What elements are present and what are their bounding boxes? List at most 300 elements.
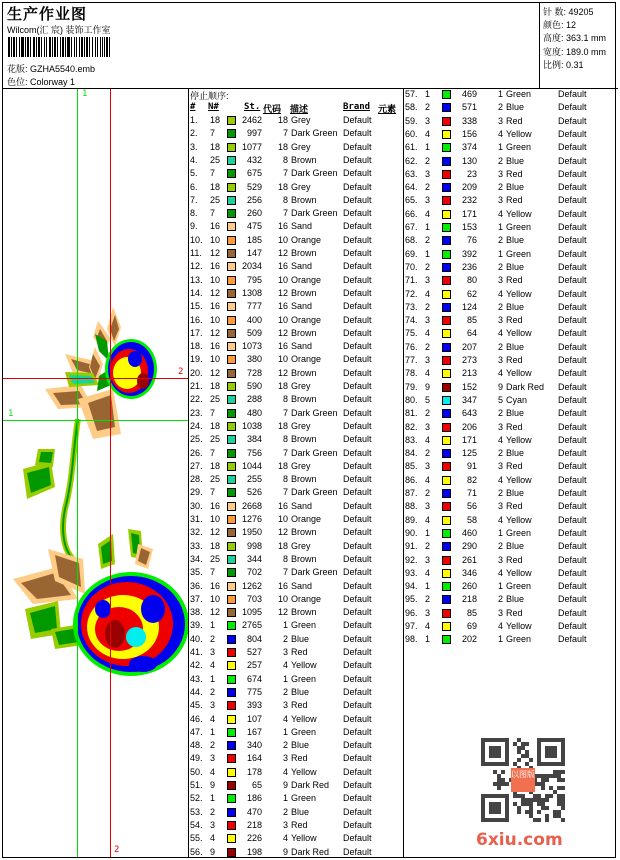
- row-needle: 10: [210, 354, 221, 365]
- row-number: 40.: [190, 633, 203, 644]
- row-stitches: 756: [246, 447, 262, 458]
- row-number: 58.: [405, 102, 418, 113]
- row-number: 86.: [405, 474, 418, 485]
- row-description: Blue: [506, 102, 525, 113]
- row-code: 4: [497, 567, 503, 578]
- row-stitches: 1038: [241, 420, 262, 431]
- row-needle: 4: [425, 621, 431, 631]
- table-row: [190, 433, 400, 446]
- row-brand: Default: [343, 540, 372, 551]
- qr-module: [529, 798, 533, 802]
- qr-module: [545, 806, 549, 810]
- col-header-code: 代码: [263, 105, 282, 115]
- row-number: 16.: [190, 314, 203, 325]
- row-brand: Default: [343, 221, 372, 232]
- row-description: Brown: [291, 194, 317, 205]
- color-swatch: [227, 621, 236, 630]
- row-description: Blue: [506, 182, 525, 193]
- embroidery-design-image: [3, 89, 188, 857]
- row-description: Red: [291, 753, 308, 764]
- colorway-label: 色位:: [7, 77, 28, 87]
- qr-module: [517, 794, 521, 798]
- color-swatch: [442, 383, 451, 392]
- row-code: 4: [497, 328, 503, 339]
- color-swatch: [227, 382, 236, 391]
- row-number: 22.: [190, 394, 203, 405]
- row-description: Blue: [506, 301, 525, 312]
- row-brand: Default: [343, 234, 372, 245]
- color-swatch: [227, 675, 236, 684]
- table-row: [190, 353, 400, 366]
- qr-module: [525, 754, 529, 758]
- table-row: [190, 846, 400, 859]
- row-brand: Default: [558, 514, 587, 525]
- qr-module: [521, 754, 525, 758]
- row-needle: 12: [210, 287, 221, 298]
- row-needle: 1: [425, 248, 431, 259]
- row-stitches: 1308: [241, 287, 262, 298]
- row-brand: Default: [558, 634, 587, 645]
- row-stitches: 1276: [241, 514, 262, 524]
- row-number: 44.: [190, 686, 203, 697]
- row-stitches: 703: [246, 593, 262, 604]
- color-swatch: [227, 568, 236, 577]
- row-number: 30.: [190, 500, 203, 511]
- row-stitches: 1077: [241, 141, 262, 152]
- row-description: Brown: [291, 154, 317, 165]
- row-description: Red: [506, 461, 523, 472]
- row-brand: Default: [343, 514, 372, 524]
- row-description: Grey: [291, 115, 311, 125]
- row-code: 3: [497, 461, 503, 472]
- row-brand: Default: [558, 421, 587, 432]
- row-code: 8: [282, 154, 288, 165]
- row-number: 26.: [190, 447, 203, 458]
- col-header-needle: N#: [208, 102, 219, 112]
- qr-module: [537, 782, 541, 786]
- row-code: 8: [282, 394, 288, 405]
- row-number: 63.: [405, 168, 418, 179]
- row-number: 81.: [405, 408, 418, 419]
- info-width-label: 宽度:: [543, 47, 564, 57]
- row-brand: Default: [343, 740, 372, 751]
- row-brand: Default: [558, 527, 587, 538]
- info-scale: [543, 58, 584, 71]
- row-needle: 1: [425, 222, 431, 232]
- color-swatch: [442, 476, 451, 485]
- table-row: [190, 407, 400, 420]
- color-swatch: [442, 290, 451, 299]
- qr-module: [521, 798, 525, 802]
- row-stitches: 1262: [241, 580, 262, 591]
- row-stitches: 152: [461, 381, 477, 392]
- row-stitches: 260: [246, 208, 262, 219]
- row-description: Brown: [291, 434, 317, 445]
- row-description: Blue: [291, 740, 310, 751]
- color-swatch: [227, 329, 236, 338]
- info-colors-label: 颜色:: [543, 20, 564, 30]
- qr-module: [505, 782, 509, 786]
- row-brand: Default: [343, 381, 372, 391]
- row-needle: 9: [210, 846, 216, 857]
- info-stitches: [543, 5, 594, 18]
- row-description: Brown: [291, 553, 317, 564]
- row-number: 42.: [190, 660, 203, 671]
- col-header-num: #: [190, 102, 196, 112]
- row-number: 7.: [190, 194, 198, 205]
- row-stitches: 69: [466, 621, 477, 631]
- row-number: 69.: [405, 248, 418, 259]
- row-code: 1: [497, 142, 503, 153]
- table-row: [190, 673, 400, 686]
- qr-module: [517, 806, 521, 810]
- row-description: Red: [506, 168, 523, 179]
- row-code: 9: [497, 381, 503, 392]
- color-swatch: [227, 236, 236, 245]
- table-row: [405, 288, 615, 301]
- row-description: Sand: [291, 221, 313, 232]
- row-brand: Default: [558, 381, 587, 392]
- row-needle: 7: [210, 487, 216, 498]
- lower-flower: [73, 572, 188, 676]
- qr-module: [525, 762, 529, 766]
- qr-module: [517, 738, 521, 742]
- qr-module: [561, 806, 565, 810]
- row-description: Yellow: [506, 514, 532, 525]
- row-description: Green: [506, 527, 532, 538]
- row-needle: 2: [425, 261, 431, 272]
- row-needle: 5: [425, 394, 431, 405]
- row-number: 71.: [405, 275, 418, 286]
- table-row: [405, 341, 615, 354]
- design-file-value: GZHA5540.emb: [30, 64, 96, 74]
- row-description: Cyan: [506, 394, 528, 405]
- table-row: [405, 447, 615, 460]
- row-code: 4: [497, 368, 503, 379]
- info-height: [543, 31, 606, 44]
- qr-module: [541, 806, 545, 810]
- row-needle: 3: [425, 315, 431, 326]
- table-row: [405, 168, 615, 181]
- qr-module: [517, 746, 521, 750]
- col-header-stitches: St.: [244, 102, 261, 112]
- row-description: Blue: [291, 633, 310, 644]
- row-number: 61.: [405, 142, 418, 153]
- row-description: Yellow: [506, 434, 532, 445]
- row-number: 73.: [405, 301, 418, 312]
- row-brand: Default: [558, 394, 587, 405]
- table-row: [190, 580, 400, 593]
- row-code: 3: [497, 275, 503, 286]
- row-number: 29.: [190, 487, 203, 498]
- guide-line-red-horizontal: [3, 378, 188, 379]
- row-needle: 3: [210, 700, 216, 711]
- row-needle: 10: [210, 274, 221, 285]
- qr-module: [537, 774, 541, 778]
- row-needle: 1: [210, 620, 216, 631]
- barcode-bar: [110, 37, 111, 57]
- row-brand: Default: [343, 633, 372, 644]
- qr-module: [549, 774, 553, 778]
- table-row: [405, 248, 615, 261]
- row-stitches: 186: [246, 793, 262, 804]
- row-number: 43.: [190, 673, 203, 684]
- row-needle: 7: [210, 567, 216, 578]
- row-needle: 4: [425, 368, 431, 379]
- row-code: 10: [277, 593, 288, 604]
- row-code: 12: [277, 287, 288, 298]
- color-swatch: [227, 209, 236, 218]
- row-code: 1: [282, 793, 288, 804]
- row-brand: Default: [343, 500, 372, 511]
- row-brand: Default: [558, 288, 587, 299]
- color-swatch: [442, 595, 451, 604]
- table-row: [405, 301, 615, 314]
- row-brand: Default: [343, 487, 372, 498]
- row-needle: 10: [210, 314, 221, 325]
- row-code: 18: [277, 460, 288, 471]
- table-row: [190, 513, 400, 526]
- qr-module: [557, 810, 561, 814]
- row-description: Sand: [291, 341, 313, 352]
- row-needle: 16: [210, 580, 221, 591]
- row-number: 39.: [190, 620, 203, 631]
- row-stitches: 76: [466, 235, 477, 246]
- row-stitches: 1044: [241, 460, 262, 471]
- row-number: 96.: [405, 607, 418, 618]
- color-swatch: [442, 90, 451, 99]
- row-code: 4: [497, 514, 503, 525]
- row-stitches: 80: [466, 275, 477, 286]
- color-swatch: [227, 143, 236, 152]
- table-row: [190, 766, 400, 779]
- row-brand: Default: [558, 408, 587, 419]
- qr-module: [521, 794, 525, 798]
- qr-module: [557, 798, 561, 802]
- row-needle: 2: [425, 448, 431, 459]
- row-needle: 1: [210, 793, 216, 804]
- row-stitches: 171: [461, 434, 477, 445]
- qr-module: [529, 806, 533, 810]
- row-stitches: 344: [246, 553, 262, 564]
- row-number: 67.: [405, 222, 418, 232]
- table-row: [405, 115, 615, 128]
- row-number: 75.: [405, 328, 418, 339]
- color-swatch: [442, 117, 451, 126]
- row-brand: Default: [343, 248, 372, 258]
- info-height-value: 363.1 mm: [566, 33, 607, 43]
- row-code: 12: [277, 367, 288, 378]
- qr-module: [517, 750, 521, 754]
- table-row: [190, 473, 400, 486]
- row-needle: 4: [425, 514, 431, 525]
- row-number: 83.: [405, 434, 418, 445]
- row-description: Red: [506, 501, 523, 512]
- color-swatch: [227, 781, 236, 790]
- row-description: Brown: [291, 394, 317, 405]
- table-row: [190, 367, 400, 380]
- table-row: [190, 167, 400, 180]
- row-needle: 3: [425, 195, 431, 206]
- row-code: 9: [282, 846, 288, 857]
- row-brand: Default: [558, 275, 587, 286]
- row-code: 12: [277, 607, 288, 618]
- row-description: Blue: [506, 541, 525, 552]
- table-row: [405, 593, 615, 606]
- design-file-label: 花版:: [7, 64, 28, 74]
- color-swatch: [227, 302, 236, 311]
- row-description: Sand: [291, 261, 313, 272]
- upper-flower: [105, 339, 157, 399]
- row-stitches: 590: [246, 381, 262, 391]
- guide-label-green-horizontal: 1: [8, 409, 14, 419]
- row-number: 5.: [190, 168, 198, 179]
- info-colors: [543, 18, 576, 31]
- row-needle: 2: [425, 408, 431, 419]
- row-code: 3: [282, 647, 288, 657]
- row-number: 91.: [405, 541, 418, 552]
- qr-module: [529, 802, 533, 806]
- row-brand: Default: [343, 553, 372, 564]
- row-needle: 18: [210, 460, 221, 471]
- color-swatch: [442, 303, 451, 312]
- row-code: 10: [277, 354, 288, 365]
- qr-module: [513, 794, 517, 798]
- row-needle: 4: [210, 766, 216, 777]
- color-swatch: [442, 329, 451, 338]
- row-number: 82.: [405, 421, 418, 432]
- qr-module: [545, 778, 549, 782]
- qr-module: [553, 770, 557, 774]
- color-swatch: [227, 183, 236, 192]
- row-number: 56.: [190, 846, 203, 857]
- row-needle: 25: [210, 474, 221, 485]
- row-description: Blue: [291, 686, 310, 697]
- info-scale-value: 0.31: [566, 60, 584, 70]
- table-row: [405, 607, 615, 620]
- color-swatch: [442, 449, 451, 458]
- design-file: [7, 62, 95, 75]
- table-row: [190, 127, 400, 140]
- color-swatch: [442, 409, 451, 418]
- color-swatch: [442, 423, 451, 432]
- qr-module: [545, 794, 549, 798]
- row-needle: 2: [425, 155, 431, 166]
- row-brand: Default: [343, 580, 372, 591]
- qr-module: [557, 786, 561, 790]
- row-brand: Default: [558, 115, 587, 126]
- row-stitches: 702: [246, 567, 262, 578]
- row-code: 4: [497, 474, 503, 485]
- row-brand: Default: [558, 461, 587, 472]
- row-code: 2: [497, 155, 503, 166]
- table-row: [190, 659, 400, 672]
- table-row: [190, 713, 400, 726]
- row-code: 2: [497, 102, 503, 113]
- row-stitches: 130: [461, 155, 477, 166]
- row-stitches: 2462: [241, 115, 262, 125]
- row-stitches: 171: [461, 208, 477, 219]
- row-stitches: 273: [461, 355, 477, 365]
- qr-module: [525, 810, 529, 814]
- row-number: 62.: [405, 155, 418, 166]
- table-row: [405, 474, 615, 487]
- row-stitches: 1950: [241, 527, 262, 538]
- row-stitches: 380: [246, 354, 262, 365]
- row-code: 3: [282, 819, 288, 830]
- row-brand: Default: [558, 208, 587, 219]
- row-description: Dark Green: [291, 208, 338, 219]
- row-number: 37.: [190, 593, 203, 604]
- row-brand: Default: [343, 154, 372, 165]
- table-row: [405, 554, 615, 567]
- color-swatch: [227, 768, 236, 777]
- row-number: 12.: [190, 261, 203, 272]
- qr-module: [525, 750, 529, 754]
- row-code: 2: [497, 182, 503, 193]
- row-number: 34.: [190, 553, 203, 564]
- qr-module: [541, 774, 545, 778]
- table-row: [190, 739, 400, 752]
- row-code: 18: [277, 540, 288, 551]
- row-needle: 2: [425, 182, 431, 193]
- row-needle: 1: [425, 634, 431, 645]
- row-number: 21.: [190, 381, 203, 391]
- row-description: Dark Red: [291, 780, 330, 790]
- row-description: Sand: [291, 301, 313, 312]
- row-needle: 9: [210, 780, 216, 790]
- row-code: 7: [282, 128, 288, 139]
- qr-module: [537, 794, 541, 798]
- row-number: 95.: [405, 594, 418, 605]
- row-number: 48.: [190, 740, 203, 751]
- design-preview: [3, 89, 188, 857]
- row-code: 10: [277, 274, 288, 285]
- info-stitches-value: 49205: [568, 7, 594, 17]
- row-needle: 2: [425, 594, 431, 605]
- qr-module: [557, 774, 561, 778]
- row-stitches: 156: [461, 128, 477, 139]
- row-number: 31.: [190, 514, 203, 524]
- row-code: 16: [277, 221, 288, 232]
- row-number: 28.: [190, 474, 203, 485]
- row-description: Yellow: [291, 713, 317, 724]
- row-needle: 2: [425, 541, 431, 552]
- row-description: Dark Green: [291, 567, 338, 578]
- color-swatch: [442, 103, 451, 112]
- table-row: [405, 221, 615, 234]
- row-stitches: 260: [461, 581, 477, 592]
- row-stitches: 202: [461, 634, 477, 645]
- qr-module: [541, 778, 545, 782]
- row-code: 7: [282, 487, 288, 498]
- table-row: [190, 340, 400, 353]
- color-swatch: [227, 222, 236, 231]
- row-code: 2: [497, 261, 503, 272]
- row-brand: Default: [558, 155, 587, 166]
- row-brand: Default: [343, 793, 372, 804]
- row-number: 66.: [405, 208, 418, 219]
- table-row: [190, 447, 400, 460]
- row-needle: 12: [210, 248, 221, 258]
- row-brand: Default: [558, 541, 587, 552]
- row-description: Orange: [291, 593, 322, 604]
- row-needle: 16: [210, 301, 221, 312]
- row-needle: 25: [210, 394, 221, 405]
- row-number: 92.: [405, 554, 418, 565]
- colorway-value: Colorway 1: [30, 77, 76, 87]
- row-code: 3: [497, 501, 503, 512]
